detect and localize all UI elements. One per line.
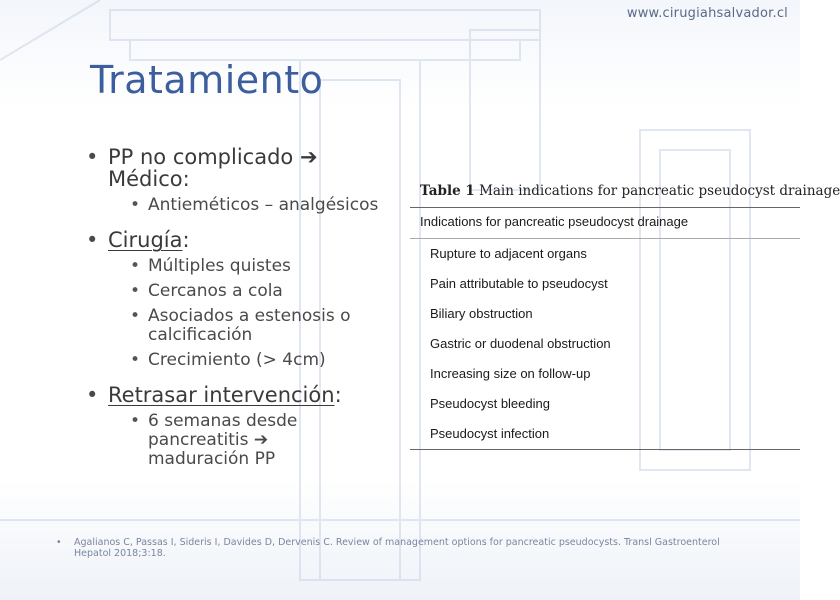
bullet-cirugia [86,229,396,251]
arrow-right-icon: ➔ [299,145,318,169]
sub-bullet: • Crecimiento (> 4cm) [86,351,396,370]
table-header: Indications for pancreatic pseudocyst drainage [410,208,800,239]
table-row: Pseudocyst infection [430,426,550,441]
sub-bullet [86,412,396,469]
table-row: Biliary obstruction [430,306,533,321]
table-row: Gastric or duodenal obstruction [430,336,611,351]
sub-bullet: • Cercanos a cola [86,282,396,301]
footnote-bullet: • [56,537,62,548]
arrow-right-icon: ➔ [253,430,269,450]
bullet-list [86,146,396,475]
bullet-text: Médico: [108,167,190,191]
colon: : [334,383,342,407]
sub-bullet: • Múltiples quistes [86,257,396,276]
bullet-text: Cirugía [108,228,183,252]
bullet-text: Retrasar intervención [108,383,335,407]
table-row: Pseudocyst bleeding [430,396,550,411]
website-url: www.cirugiahsalvador.cl [626,6,788,21]
table-row: Pain attributable to pseudocyst [430,276,608,291]
bullet-retrasar-intervencion [86,384,396,406]
table-row: Rupture to adjacent organs [430,246,587,261]
sub-bullet-text: maduración PP [148,449,276,469]
sub-bullet: • Asociados a estenosis o calcificación [86,307,396,345]
bullet-text: PP no complicado [108,145,294,169]
table-caption-text: Main indications for pancreatic pseudocyst drainage [479,183,840,199]
colon: : [182,228,190,252]
bullet-pp-no-complicado [86,146,396,190]
table-number: Table 1 [420,183,475,199]
indications-table [410,183,840,450]
sub-bullet: • Antieméticos – analgésicos [86,196,396,215]
table-caption [420,183,840,199]
sub-bullet-text: 6 semanas desde pancreatitis [148,411,298,450]
table-bottom-rule [410,449,800,450]
table-row: Increasing size on follow-up [430,366,591,381]
footnote-text: Agalianos C, Passas I, Sideris I, Davides D, Dervenis C. Review of management options for pancreatic pseudocysts. Transl Gastroenterol Hepatol 2018;3:18. [74,537,720,559]
slide-title: Tratamiento [90,58,324,102]
